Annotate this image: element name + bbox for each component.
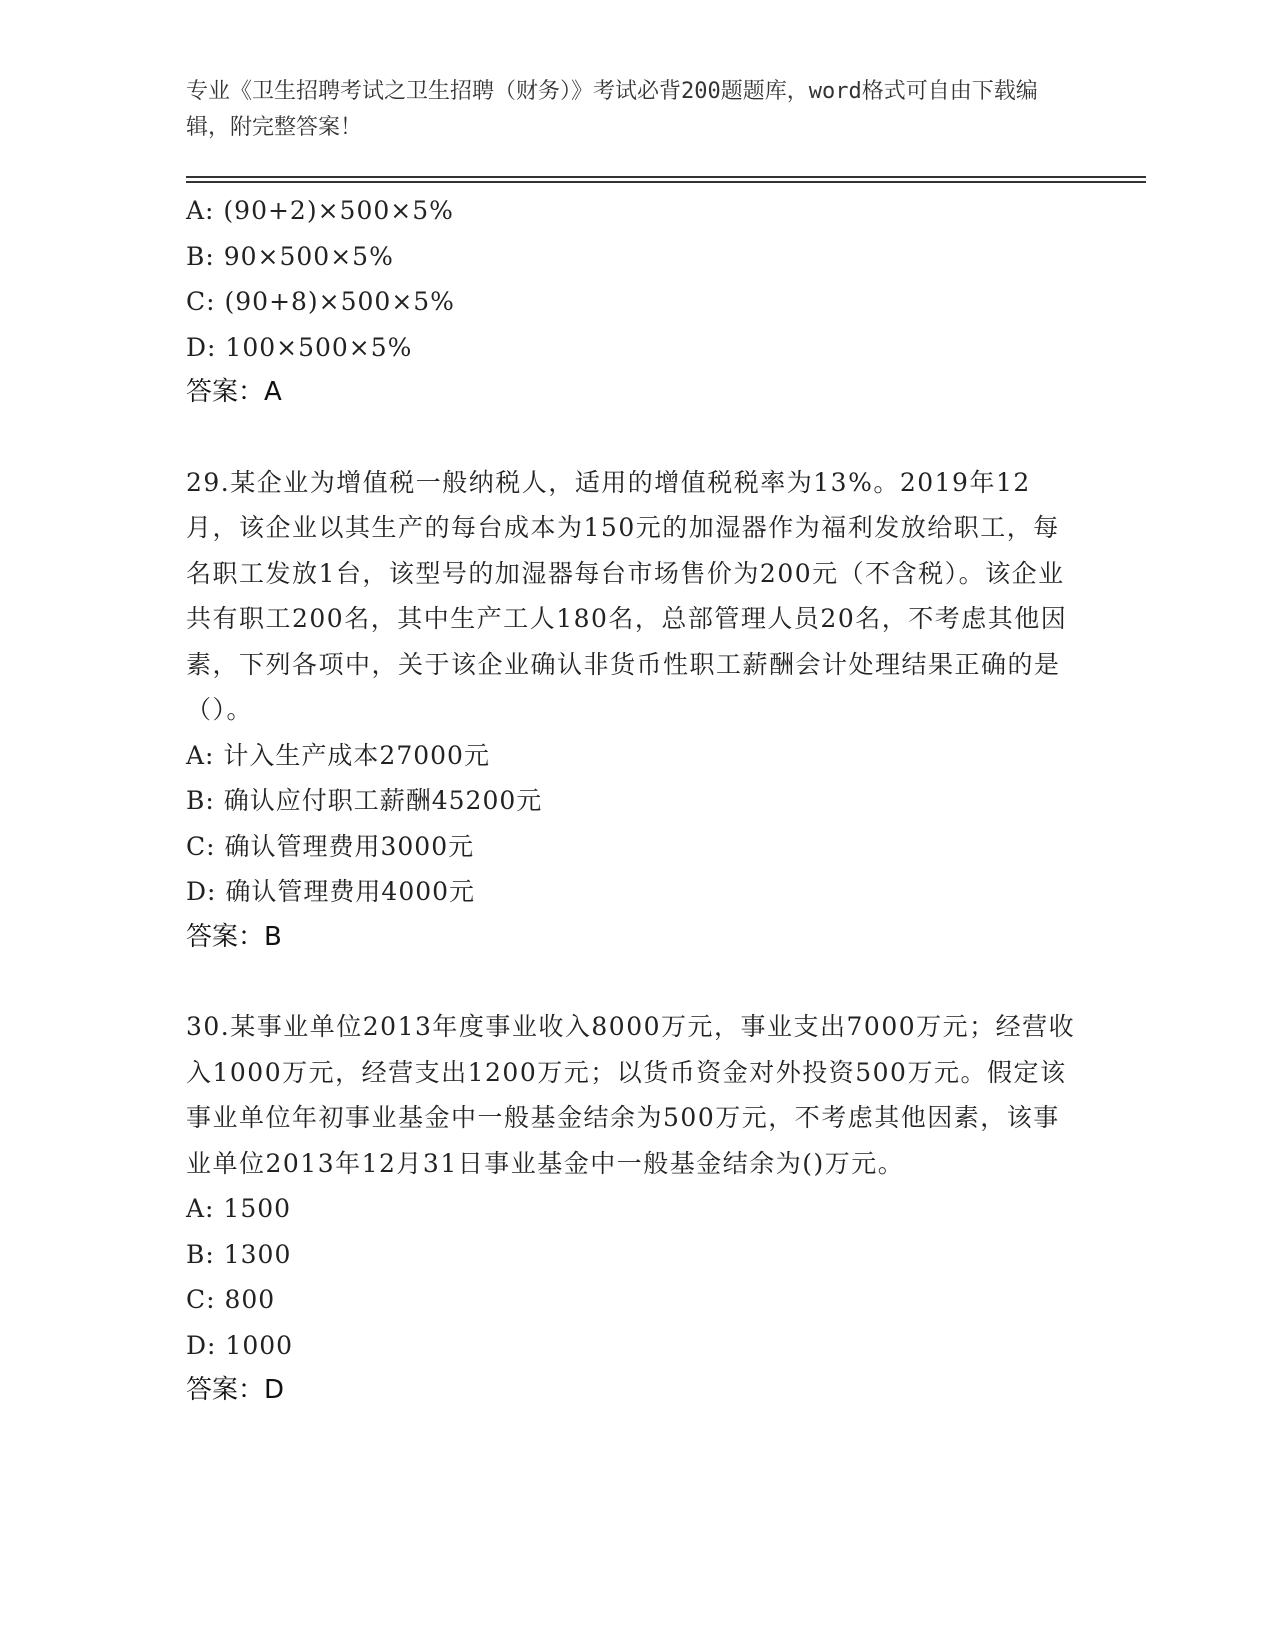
spacer — [186, 960, 1076, 1004]
option-a: A: (90+2)×500×5% — [186, 196, 454, 225]
option-c: C: 确认管理费用3000元 — [186, 831, 475, 861]
spacer — [186, 416, 1076, 460]
header-divider-bottom — [186, 181, 1146, 183]
answer: 答案：B — [186, 921, 282, 952]
option-d: D: 100×500×5% — [186, 332, 413, 362]
option-a: A: 计入生产成本27000元 — [186, 740, 490, 770]
option-a: A: 1500 — [186, 1194, 292, 1223]
option-d: D: 确认管理费用4000元 — [186, 877, 476, 906]
question-30 — [186, 1004, 1076, 1414]
option-b: B: 确认应付职工薪酬45200元 — [186, 786, 543, 815]
question-stem: 29.某企业为增值税一般纳税人，适用的增值税税率为13%。2019年12月，该企业以其生产的每台成本为150元的加湿器作为福利发放给职工，每名职工发放1台，该型号的加湿器每台市场售价为200元（不含税）。该企业共有职工200名，其中生产工人180名，总部管理人员20名，不考虑其他因素，下列各项中，关于该企业确认非货币性职工薪酬会计处理结果正确的是（）。 — [186, 467, 1068, 724]
question-29 — [186, 460, 1076, 961]
question-28 — [186, 188, 1076, 416]
question-list — [186, 188, 1076, 1414]
question-stem: 30.某事业单位2013年度事业收入8000万元，事业支出7000万元；经营收入1000万元，经营支出1200万元；以货币资金对外投资500万元。假定该事业单位年初事业基金中一般基金结余为500万元，不考虑其他因素，该事业单位2013年12月31日事业基金中一般基金结余为()万元。 — [186, 1012, 1076, 1178]
header-divider-top — [186, 176, 1146, 178]
answer: 答案：A — [186, 377, 282, 407]
option-c: C: 800 — [186, 1285, 276, 1314]
document-header: 专业《卫生招聘考试之卫生招聘（财务）》考试必背200题题库，word格式可自由下载编辑，附完整答案！ — [186, 79, 1038, 140]
option-b: B: 1300 — [186, 1239, 292, 1269]
option-d: D: 1000 — [186, 1330, 294, 1360]
option-c: C: (90+8)×500×5% — [186, 287, 455, 316]
answer: 答案：D — [186, 1375, 285, 1405]
option-b: B: 90×500×5% — [186, 241, 394, 271]
